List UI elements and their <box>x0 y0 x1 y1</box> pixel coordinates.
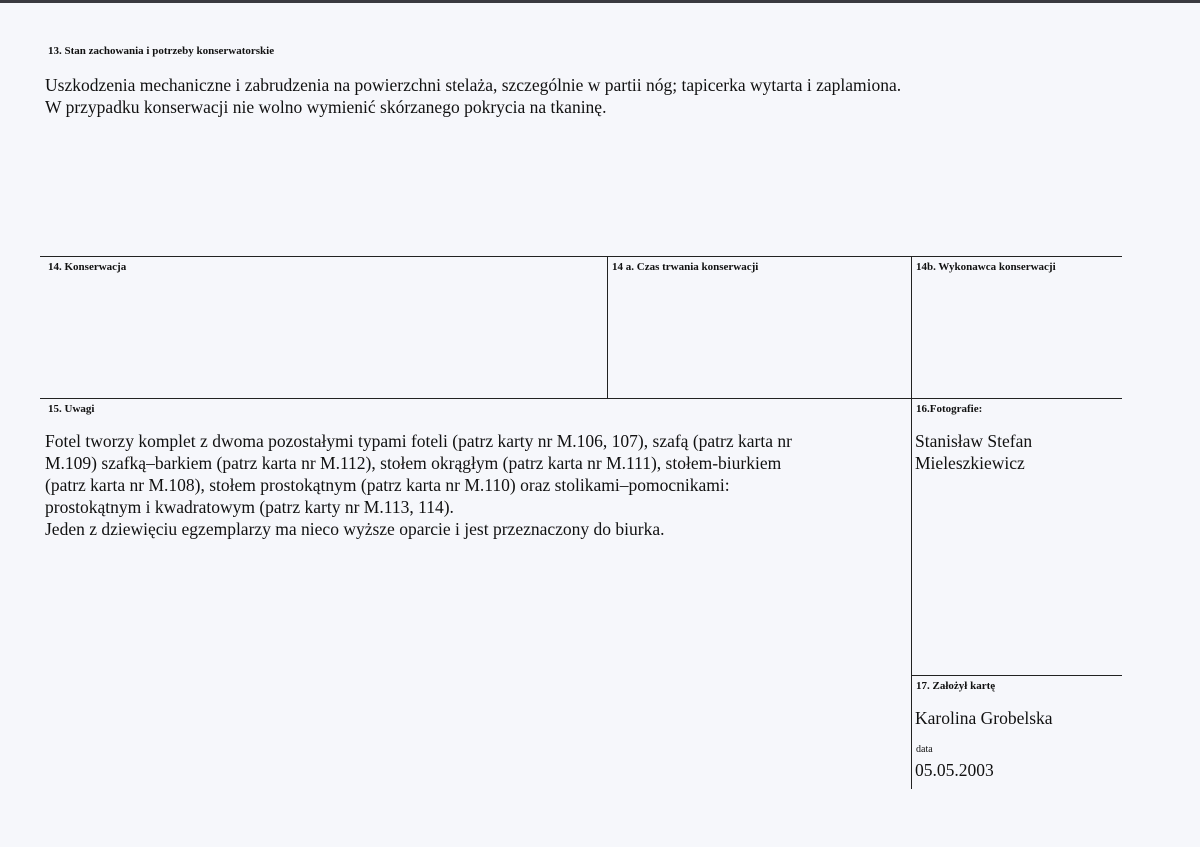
column-divider-right <box>911 256 912 789</box>
section-15-line-2: M.109) szafką–barkiem (patrz karta nr M.112), stołem okrągłym (patrz karta nr M.111), stołem-biurkiem <box>45 453 782 473</box>
section-13-line-2: W przypadku konserwacji nie wolno wymienić skórzanego pokrycia na tkaninę. <box>45 97 607 117</box>
section-14b-label: 14b. Wykonawca konserwacji <box>916 261 1056 273</box>
table-top-rule <box>40 256 1122 257</box>
section-15-line-5: Jeden z dziewięciu egzemplarzy ma nieco wyższe oparcie i jest przeznaczony do biurka. <box>45 519 665 539</box>
section-15-line-3: (patrz karta nr M.108), stołem prostokątnym (patrz karta nr M.110) oraz stolikami–pomocnikami: <box>45 475 730 495</box>
photographer-line-1: Stanisław Stefan <box>915 431 1033 451</box>
section-15-line-1: Fotel tworzy komplet z dwoma pozostałymi typami foteli (patrz karty nr M.106, 107), szafą (patrz karta nr <box>45 431 792 451</box>
section-15-label: 15. Uwagi <box>48 403 95 415</box>
section-13-line-1: Uszkodzenia mechaniczne i zabrudzenia na powierzchni stelaża, szczególnie w partii nóg; tapicerka wytarta i zaplamiona. <box>45 75 902 95</box>
photographer-line-2: Mieleszkiewicz <box>915 453 1025 473</box>
section-13-label: 13. Stan zachowania i potrzeby konserwatorskie <box>48 45 275 57</box>
row-divider-rule <box>40 398 1122 399</box>
scan-top-edge <box>0 0 1200 3</box>
column-divider-14a <box>607 256 608 399</box>
section-14-label: 14. Konserwacja <box>48 261 127 273</box>
section-15-line-4: prostokątnym i kwadratowym (patrz karty nr M.113, 114). <box>45 497 454 517</box>
card-date: 05.05.2003 <box>915 760 994 780</box>
section-17-top-rule <box>911 675 1122 676</box>
section-14a-label: 14 a. Czas trwania konserwacji <box>612 261 759 273</box>
date-label: data <box>916 744 933 755</box>
card-author-name: Karolina Grobelska <box>915 708 1053 728</box>
section-16-label: 16.Fotografie: <box>916 403 983 415</box>
section-17-label: 17. Założył kartę <box>916 680 996 692</box>
